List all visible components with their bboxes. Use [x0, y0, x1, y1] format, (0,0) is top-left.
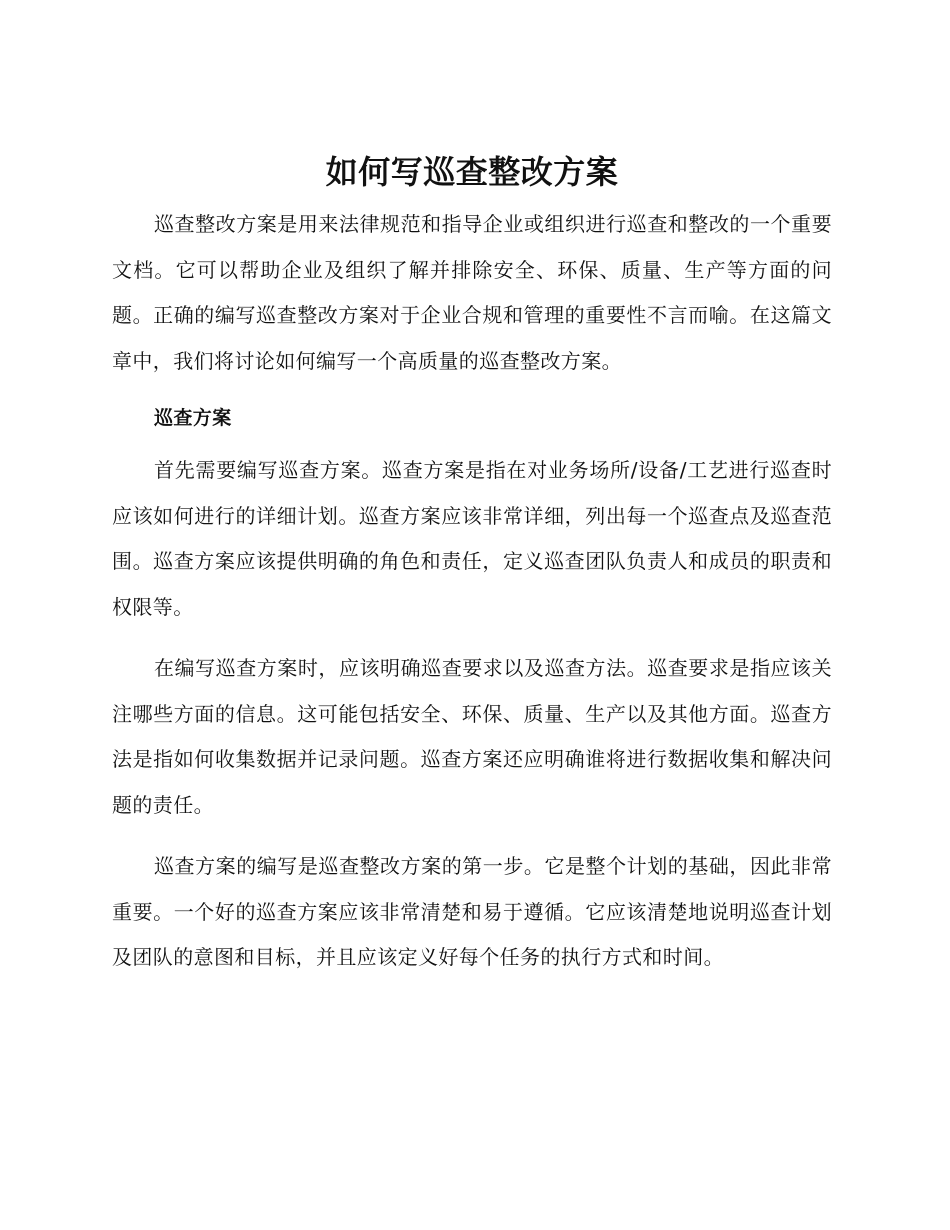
body-paragraph-2: 在编写巡查方案时，应该明确巡查要求以及巡查方法。巡查要求是指应该关注哪些方面的信息。这可能包括安全、环保、质量、生产以及其他方面。巡查方法是指如何收集数据并记录问题。巡查方案还应明确谁将进行数据收集和解决问题的责任。 [112, 656, 832, 817]
intro-paragraph: 巡查整改方案是用来法律规范和指导企业或组织进行巡查和整改的一个重要文档。它可以帮助企业及组织了解并排除安全、环保、质量、生产等方面的问题。正确的编写巡查整改方案对于企业合规和管理的重要性不言而喻。在这篇文章中，我们将讨论如何编写一个高质量的巡查整改方案。 [112, 212, 832, 373]
document-title: 如何写巡查整改方案 [325, 153, 619, 191]
body-paragraph-1: 首先需要编写巡查方案。巡查方案是指在对业务场所/设备/工艺进行巡查时应该如何进行的详细计划。巡查方案应该非常详细，列出每一个巡查点及巡查范围。巡查方案应该提供明确的角色和责任，定义巡查团队负责人和成员的职责和权限等。 [112, 458, 832, 619]
section-heading: 巡查方案 [154, 407, 232, 429]
document-body [112, 148, 832, 997]
body-paragraph-3: 巡查方案的编写是巡查整改方案的第一步。它是整个计划的基础，因此非常重要。一个好的巡查方案应该非常清楚和易于遵循。它应该清楚地说明巡查计划及团队的意图和目标，并且应该定义好每个任务的执行方式和时间。 [112, 854, 832, 969]
